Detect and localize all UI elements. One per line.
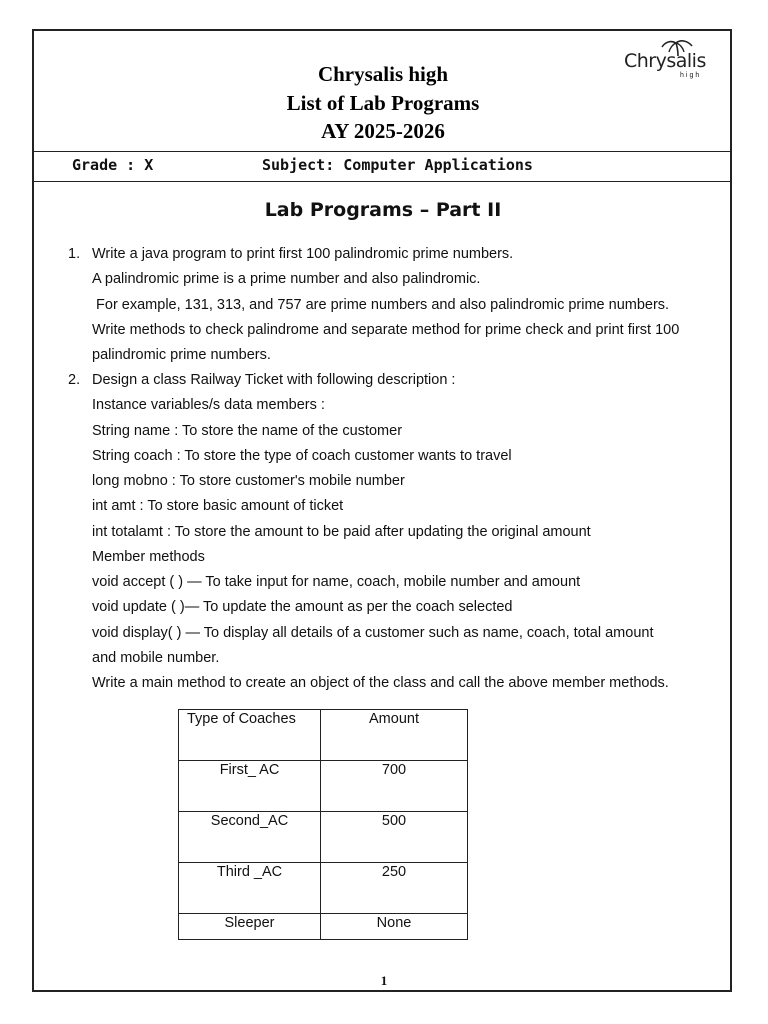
program-2-line: String coach : To store the type of coach customer wants to travel (92, 448, 512, 464)
header-divider (32, 151, 732, 152)
coach-fare-table (178, 709, 468, 940)
logo-subtext: high (680, 72, 702, 79)
table-cell: Sleeper (179, 914, 321, 940)
meta-divider (32, 181, 732, 182)
program-1-line: Write a java program to print first 100 palindromic prime numbers. (92, 246, 514, 262)
program-1-number: 1. (68, 246, 81, 262)
program-2-line: void update ( )— To update the amount as per the coach selected (92, 599, 513, 615)
program-2-line: Write a main method to create an object of the class and call the above member methods. (92, 675, 669, 691)
subject-label: Subject: Computer Applications (262, 156, 533, 174)
academic-year: AY 2025-2026 (321, 119, 445, 143)
section-heading: Lab Programs – Part II (264, 199, 502, 221)
table-header-row (179, 710, 468, 761)
table-cell: 700 (321, 761, 468, 812)
grade-label: Grade : X (72, 156, 154, 174)
list-title: List of Lab Programs (286, 91, 480, 115)
program-2-line: Instance variables/s data members : (92, 397, 325, 413)
table-row (179, 812, 468, 863)
table-cell: 250 (321, 863, 468, 914)
table-header-cell: Type of Coaches (179, 710, 321, 761)
table-cell: First_ AC (179, 761, 321, 812)
logo-text: Chrysalis (624, 50, 706, 72)
program-1-line: A palindromic prime is a prime number and also palindromic. (92, 271, 481, 287)
program-2-line: Member methods (92, 549, 205, 565)
table-cell: Second_AC (179, 812, 321, 863)
table-cell: None (321, 914, 468, 940)
program-1-line: Write methods to check palindrome and separate method for prime check and print first 100 (92, 322, 680, 338)
table-cell: Third _AC (179, 863, 321, 914)
table-row (179, 914, 468, 940)
program-2-line: void accept ( ) — To take input for name, coach, mobile number and amount (92, 574, 581, 590)
table-header-cell: Amount (321, 710, 468, 761)
table-row (179, 863, 468, 914)
program-2-line: void display( ) — To display all details of a customer such as name, coach, total amount (92, 625, 654, 641)
program-2-line: String name : To store the name of the customer (92, 423, 403, 439)
chrysalis-logo (622, 40, 718, 84)
program-2-line: int amt : To store basic amount of ticket (92, 498, 344, 514)
program-2-line: and mobile number. (92, 650, 220, 666)
table-row (179, 761, 468, 812)
program-1-line: palindromic prime numbers. (92, 347, 271, 363)
program-2-number: 2. (68, 372, 81, 388)
table-cell: 500 (321, 812, 468, 863)
program-1-line: For example, 131, 313, and 757 are prime numbers and also palindromic prime numbers. (92, 297, 670, 313)
page-number: 1 (380, 973, 388, 988)
school-name: Chrysalis high (317, 62, 449, 86)
program-2-line: int totalamt : To store the amount to be paid after updating the original amount (92, 524, 591, 540)
program-2-line: Design a class Railway Ticket with following description : (92, 372, 456, 388)
program-2-line: long mobno : To store customer's mobile number (92, 473, 405, 489)
